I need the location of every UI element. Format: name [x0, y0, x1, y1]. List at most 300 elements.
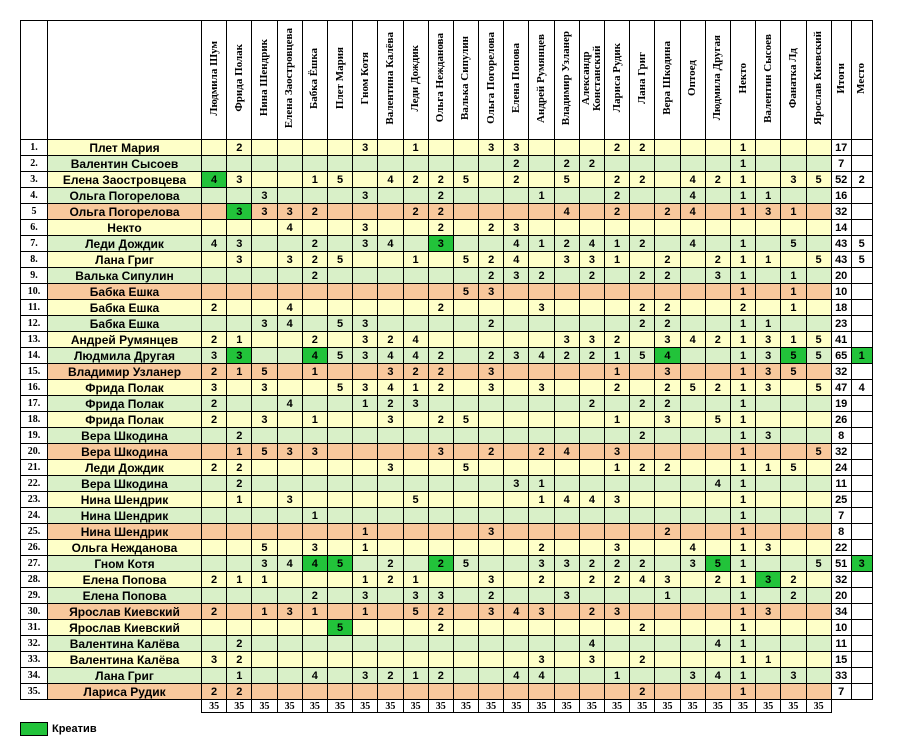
score-cell [453, 188, 478, 204]
score-cell: 1 [302, 604, 327, 620]
total-cell: 11 [831, 476, 851, 492]
score-cell [479, 636, 504, 652]
score-cell [529, 140, 554, 156]
score-cell: 1 [730, 172, 755, 188]
score-cell [806, 412, 831, 428]
table-row [21, 508, 873, 524]
score-cell [806, 668, 831, 684]
place-cell [851, 364, 872, 380]
score-cell [705, 444, 730, 460]
score-cell [554, 620, 579, 636]
score-cell [605, 684, 630, 700]
score-cell [353, 412, 378, 428]
score-cell: 3 [353, 236, 378, 252]
score-cell [756, 156, 781, 172]
table-row [21, 348, 873, 364]
score-cell [579, 284, 604, 300]
score-cell [378, 284, 403, 300]
score-cell [504, 380, 529, 396]
score-cell [378, 540, 403, 556]
score-cell: 4 [630, 572, 655, 588]
score-cell: 2 [227, 684, 252, 700]
score-cell: 3 [378, 460, 403, 476]
score-cell [252, 508, 277, 524]
score-cell [453, 380, 478, 396]
score-cell: 3 [277, 604, 302, 620]
score-cell: 5 [705, 412, 730, 428]
score-cell: 1 [730, 588, 755, 604]
score-cell [554, 508, 579, 524]
row-number: 5 [21, 204, 48, 220]
score-cell [579, 412, 604, 428]
score-cell [202, 252, 227, 268]
score-cell [277, 172, 302, 188]
score-cell: 4 [655, 348, 680, 364]
score-cell [781, 252, 806, 268]
row-number: 28. [21, 572, 48, 588]
score-cell [756, 284, 781, 300]
score-cell [756, 172, 781, 188]
score-cell: 5 [252, 540, 277, 556]
score-cell: 2 [227, 428, 252, 444]
score-cell: 2 [302, 268, 327, 284]
place-cell [851, 204, 872, 220]
score-cell [378, 508, 403, 524]
score-cell [428, 524, 453, 540]
score-cell [202, 556, 227, 572]
score-cell: 4 [504, 252, 529, 268]
place-cell [851, 524, 872, 540]
score-cell: 2 [554, 348, 579, 364]
score-cell: 1 [730, 252, 755, 268]
score-cell: 2 [655, 316, 680, 332]
total-cell: 8 [831, 428, 851, 444]
score-cell: 1 [353, 604, 378, 620]
score-cell: 1 [655, 588, 680, 604]
score-cell [378, 268, 403, 284]
score-cell: 2 [378, 556, 403, 572]
score-cell [529, 508, 554, 524]
score-cell [227, 300, 252, 316]
score-cell: 2 [302, 332, 327, 348]
score-cell [504, 652, 529, 668]
score-cell [705, 236, 730, 252]
score-cell [806, 396, 831, 412]
score-cell: 1 [781, 300, 806, 316]
score-cell [781, 684, 806, 700]
row-name: Вера Шкодина [48, 428, 202, 444]
score-cell [781, 476, 806, 492]
place-cell [851, 460, 872, 476]
column-header [453, 21, 478, 140]
score-cell [705, 284, 730, 300]
score-cell: 2 [479, 220, 504, 236]
table-row [21, 572, 873, 588]
score-cell: 1 [730, 476, 755, 492]
score-cell: 4 [277, 220, 302, 236]
total-cell: 10 [831, 284, 851, 300]
score-cell: 4 [680, 172, 705, 188]
place-cell: 5 [851, 236, 872, 252]
score-cell [403, 156, 428, 172]
row-number: 27. [21, 556, 48, 572]
score-cell [479, 460, 504, 476]
score-cell [479, 332, 504, 348]
score-cell [630, 492, 655, 508]
score-cell [252, 348, 277, 364]
score-cell [806, 428, 831, 444]
score-cell: 3 [353, 588, 378, 604]
place-header [851, 21, 872, 140]
score-cell: 1 [730, 652, 755, 668]
score-cell: 1 [730, 380, 755, 396]
score-cell [403, 620, 428, 636]
score-cell [227, 620, 252, 636]
score-cell: 4 [277, 300, 302, 316]
score-cell [202, 316, 227, 332]
score-cell [277, 380, 302, 396]
score-cell [529, 396, 554, 412]
score-cell [806, 156, 831, 172]
score-cell [630, 524, 655, 540]
score-cell: 2 [428, 604, 453, 620]
score-cell [327, 140, 352, 156]
column-header [705, 21, 730, 140]
score-cell [353, 476, 378, 492]
score-cell [579, 508, 604, 524]
score-cell [277, 268, 302, 284]
score-cell [630, 156, 655, 172]
score-cell: 1 [403, 668, 428, 684]
score-cell [529, 636, 554, 652]
score-cell: 2 [605, 188, 630, 204]
score-cell: 1 [403, 252, 428, 268]
score-cell [378, 684, 403, 700]
score-cell [554, 476, 579, 492]
score-cell: 3 [655, 412, 680, 428]
score-cell: 4 [277, 396, 302, 412]
score-cell [781, 220, 806, 236]
score-cell [277, 348, 302, 364]
score-cell [378, 220, 403, 236]
score-cell [353, 156, 378, 172]
score-cell [554, 316, 579, 332]
total-cell: 20 [831, 588, 851, 604]
total-cell: 7 [831, 684, 851, 700]
score-cell: 3 [277, 444, 302, 460]
column-header-label: Елена Попова [509, 42, 522, 114]
score-cell: 2 [655, 524, 680, 540]
score-cell [327, 428, 352, 444]
total-cell: 19 [831, 396, 851, 412]
score-cell: 1 [302, 172, 327, 188]
score-cell [353, 204, 378, 220]
score-cell [806, 524, 831, 540]
score-cell [504, 588, 529, 604]
score-cell [554, 428, 579, 444]
table-row [21, 668, 873, 684]
score-cell [579, 300, 604, 316]
score-cell: 2 [428, 380, 453, 396]
score-cell [605, 220, 630, 236]
score-cell: 3 [479, 572, 504, 588]
score-cell: 1 [730, 348, 755, 364]
score-cell [554, 684, 579, 700]
score-cell [529, 204, 554, 220]
score-cell [252, 172, 277, 188]
total-cell: 47 [831, 380, 851, 396]
score-cell [655, 476, 680, 492]
score-cell [378, 252, 403, 268]
footer-count: 35 [605, 700, 630, 713]
score-cell: 1 [730, 188, 755, 204]
score-cell: 1 [403, 572, 428, 588]
score-cell [806, 188, 831, 204]
score-cell: 5 [252, 444, 277, 460]
score-cell [327, 652, 352, 668]
footer-blank [851, 700, 872, 713]
score-cell: 1 [353, 524, 378, 540]
row-name: Нина Шендрик [48, 508, 202, 524]
footer-count: 35 [630, 700, 655, 713]
score-cell [428, 460, 453, 476]
place-cell [851, 636, 872, 652]
table-row [21, 268, 873, 284]
score-cell [327, 524, 352, 540]
score-cell: 1 [227, 492, 252, 508]
score-cell: 5 [327, 316, 352, 332]
row-number: 16. [21, 380, 48, 396]
footer-count: 35 [302, 700, 327, 713]
score-cell [252, 620, 277, 636]
row-name: Фрида Полак [48, 412, 202, 428]
row-name: Бабка Ешка [48, 284, 202, 300]
score-cell [655, 652, 680, 668]
score-cell: 5 [781, 460, 806, 476]
score-cell [554, 572, 579, 588]
score-cell [453, 540, 478, 556]
score-cell: 1 [730, 140, 755, 156]
score-cell: 3 [252, 204, 277, 220]
score-cell: 3 [353, 188, 378, 204]
score-cell [579, 428, 604, 444]
row-number: 1. [21, 140, 48, 156]
score-cell: 4 [554, 204, 579, 220]
score-cell [806, 284, 831, 300]
score-cell [453, 508, 478, 524]
column-header-label: Людмила Шум [207, 40, 220, 116]
score-cell [705, 684, 730, 700]
score-cell [353, 636, 378, 652]
score-cell [428, 508, 453, 524]
score-cell [327, 508, 352, 524]
column-header [504, 21, 529, 140]
row-number: 3. [21, 172, 48, 188]
place-cell [851, 652, 872, 668]
score-cell [756, 620, 781, 636]
total-cell: 65 [831, 348, 851, 364]
total-cell: 8 [831, 524, 851, 540]
score-cell [353, 428, 378, 444]
score-cell: 3 [781, 172, 806, 188]
place-cell [851, 540, 872, 556]
score-cell: 2 [705, 172, 730, 188]
score-cell: 4 [680, 188, 705, 204]
score-cell [277, 332, 302, 348]
score-cell [554, 636, 579, 652]
score-cell [756, 684, 781, 700]
score-cell: 4 [529, 348, 554, 364]
header-corner-name [48, 21, 202, 140]
score-cell [756, 476, 781, 492]
row-number: 4. [21, 188, 48, 204]
score-cell [252, 220, 277, 236]
score-cell [680, 684, 705, 700]
score-cell: 3 [655, 332, 680, 348]
table-row [21, 476, 873, 492]
score-cell [579, 188, 604, 204]
score-cell [479, 156, 504, 172]
score-cell [680, 604, 705, 620]
score-cell: 1 [730, 556, 755, 572]
column-header-label: Нина Шендрик [257, 39, 270, 117]
score-cell [630, 540, 655, 556]
score-cell: 3 [479, 284, 504, 300]
score-cell: 2 [227, 652, 252, 668]
score-cell [705, 140, 730, 156]
column-header-label: Некто [736, 62, 749, 94]
score-cell: 3 [353, 380, 378, 396]
score-cell [579, 380, 604, 396]
score-cell [605, 508, 630, 524]
score-cell [227, 412, 252, 428]
score-cell [252, 492, 277, 508]
score-cell: 2 [202, 396, 227, 412]
score-cell [428, 396, 453, 412]
score-cell [227, 508, 252, 524]
score-cell [403, 412, 428, 428]
score-cell [428, 476, 453, 492]
score-cell [202, 140, 227, 156]
score-cell: 4 [202, 172, 227, 188]
score-cell: 2 [705, 252, 730, 268]
results-table [20, 20, 873, 713]
score-cell [327, 540, 352, 556]
score-cell [529, 316, 554, 332]
score-cell [378, 444, 403, 460]
score-cell: 2 [781, 572, 806, 588]
score-cell [453, 236, 478, 252]
score-cell [680, 636, 705, 652]
score-cell: 2 [202, 332, 227, 348]
score-cell [479, 508, 504, 524]
score-cell [479, 652, 504, 668]
score-cell [302, 652, 327, 668]
score-cell [806, 236, 831, 252]
score-cell [302, 284, 327, 300]
score-cell: 3 [756, 364, 781, 380]
score-cell: 2 [428, 188, 453, 204]
score-cell: 3 [252, 556, 277, 572]
score-cell: 2 [579, 268, 604, 284]
score-cell [579, 172, 604, 188]
place-cell: 3 [851, 556, 872, 572]
score-cell [554, 300, 579, 316]
footer-count: 35 [579, 700, 604, 713]
score-cell: 1 [403, 380, 428, 396]
score-cell [705, 604, 730, 620]
score-cell: 2 [605, 204, 630, 220]
score-cell [655, 172, 680, 188]
score-cell [277, 668, 302, 684]
score-cell: 2 [630, 300, 655, 316]
score-cell: 5 [327, 380, 352, 396]
score-cell [806, 652, 831, 668]
row-number: 35. [21, 684, 48, 700]
score-cell: 3 [353, 316, 378, 332]
score-cell [277, 508, 302, 524]
score-cell [781, 620, 806, 636]
score-cell: 5 [327, 348, 352, 364]
score-cell [504, 492, 529, 508]
table-row [21, 524, 873, 540]
score-cell [227, 604, 252, 620]
score-cell: 4 [302, 348, 327, 364]
score-cell: 2 [630, 428, 655, 444]
column-header [353, 21, 378, 140]
score-cell [227, 316, 252, 332]
score-cell [403, 220, 428, 236]
score-cell [479, 540, 504, 556]
score-cell: 3 [756, 428, 781, 444]
score-cell [252, 652, 277, 668]
row-number: 22. [21, 476, 48, 492]
score-cell: 5 [680, 380, 705, 396]
score-cell: 1 [353, 396, 378, 412]
score-cell [529, 412, 554, 428]
footer-count: 35 [252, 700, 277, 713]
score-cell [680, 444, 705, 460]
score-cell: 2 [630, 316, 655, 332]
score-cell [504, 636, 529, 652]
score-cell [453, 684, 478, 700]
score-cell: 2 [428, 220, 453, 236]
score-cell [756, 524, 781, 540]
footer-count: 35 [202, 700, 227, 713]
total-cell: 16 [831, 188, 851, 204]
score-cell: 2 [655, 380, 680, 396]
score-cell: 1 [730, 268, 755, 284]
place-cell [851, 316, 872, 332]
score-cell [680, 620, 705, 636]
row-name: Валентина Калёва [48, 652, 202, 668]
score-cell [680, 220, 705, 236]
score-cell [806, 540, 831, 556]
score-cell: 1 [730, 540, 755, 556]
score-cell: 5 [453, 172, 478, 188]
row-number: 2. [21, 156, 48, 172]
score-cell [756, 636, 781, 652]
row-name: Ярослав Киевский [48, 620, 202, 636]
total-cell: 15 [831, 652, 851, 668]
score-cell [705, 156, 730, 172]
score-cell: 1 [529, 492, 554, 508]
column-header-label: Ольга Погорелова [484, 32, 497, 124]
row-number: 17. [21, 396, 48, 412]
score-cell: 2 [605, 332, 630, 348]
table-row [21, 556, 873, 572]
score-cell [479, 300, 504, 316]
